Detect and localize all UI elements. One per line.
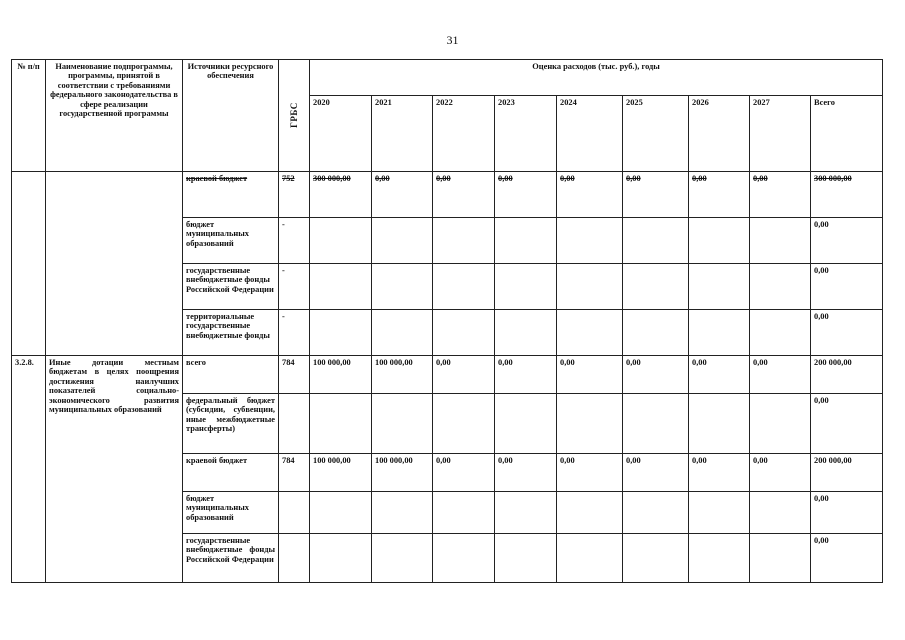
cell-grbs xyxy=(279,534,310,583)
cell-value xyxy=(433,394,495,454)
year-2022: 2022 xyxy=(433,96,495,172)
cell-value xyxy=(557,394,623,454)
cell-value xyxy=(433,218,495,264)
cell-source: бюджет муниципальных образований xyxy=(183,218,279,264)
cell-value: 100 000,00 xyxy=(372,356,433,394)
cell-value xyxy=(689,492,750,534)
cell-total: 300 000,00 xyxy=(811,172,883,218)
cell-value: 0,00 xyxy=(433,356,495,394)
header-row-top xyxy=(12,60,883,96)
cell-value xyxy=(495,310,557,356)
cell-value xyxy=(310,218,372,264)
year-2026: 2026 xyxy=(689,96,750,172)
cell-grbs: 784 xyxy=(279,454,310,492)
cell-value xyxy=(623,534,689,583)
cell-total: 0,00 xyxy=(811,394,883,454)
cell-value xyxy=(495,218,557,264)
cell-value xyxy=(372,534,433,583)
cell-value: 0,00 xyxy=(433,454,495,492)
cell-value xyxy=(689,310,750,356)
year-2021: 2021 xyxy=(372,96,433,172)
year-2023: 2023 xyxy=(495,96,557,172)
cell-value xyxy=(750,492,811,534)
cell-value xyxy=(623,492,689,534)
cell-value: 100 000,00 xyxy=(310,356,372,394)
cell-source: государственные внебюджетные фонды Российской Федерации xyxy=(183,534,279,583)
cell-value xyxy=(689,534,750,583)
item-name: Иные дотации местным бюджетам в целях поощрения достижения наилучших показателей социально-экономического развития муниципальных образований xyxy=(46,356,183,583)
cell-value: 0,00 xyxy=(750,356,811,394)
cell-value xyxy=(557,534,623,583)
cell-value xyxy=(433,264,495,310)
cell-value xyxy=(557,264,623,310)
cell-value: 0,00 xyxy=(689,356,750,394)
cell-value xyxy=(689,264,750,310)
cell-grbs: 784 xyxy=(279,356,310,394)
cell-value: 0,00 xyxy=(689,172,750,218)
cell-value xyxy=(623,218,689,264)
cell-value xyxy=(623,310,689,356)
cell-value: 300 000,00 xyxy=(310,172,372,218)
cell-value xyxy=(750,310,811,356)
cell-total: 0,00 xyxy=(811,534,883,583)
cell-grbs xyxy=(279,492,310,534)
cell-value xyxy=(433,310,495,356)
item-number: 3.2.8. xyxy=(12,356,46,583)
cell-total: 200 000,00 xyxy=(811,454,883,492)
cell-value: 0,00 xyxy=(557,172,623,218)
cell-value xyxy=(372,394,433,454)
page-number: 31 xyxy=(446,33,459,47)
year-2027: 2027 xyxy=(750,96,811,172)
cell-value: 0,00 xyxy=(372,172,433,218)
cell-number-empty xyxy=(12,172,46,356)
cell-value xyxy=(623,394,689,454)
cell-value xyxy=(310,534,372,583)
cell-value xyxy=(557,492,623,534)
cell-value xyxy=(310,310,372,356)
cell-value: 0,00 xyxy=(623,356,689,394)
header-grbs-label: ГРБС xyxy=(288,102,299,129)
cell-grbs: 752 xyxy=(279,172,310,218)
cell-source: краевой бюджет xyxy=(183,454,279,492)
table-row xyxy=(12,172,883,218)
header-estimate: Оценка расходов (тыс. руб.), годы xyxy=(310,60,883,96)
year-2020: 2020 xyxy=(310,96,372,172)
cell-value xyxy=(372,310,433,356)
cell-value: 0,00 xyxy=(495,356,557,394)
budget-table xyxy=(11,59,883,583)
cell-value: 100 000,00 xyxy=(310,454,372,492)
cell-value: 0,00 xyxy=(557,356,623,394)
header-source: Источники ресурсного обеспечения xyxy=(183,60,279,172)
cell-source: бюджет муниципальных образований xyxy=(183,492,279,534)
cell-value xyxy=(750,394,811,454)
cell-value xyxy=(623,264,689,310)
cell-value xyxy=(689,394,750,454)
cell-value xyxy=(557,218,623,264)
cell-value xyxy=(495,534,557,583)
cell-value xyxy=(310,492,372,534)
cell-value: 0,00 xyxy=(750,454,811,492)
cell-value xyxy=(750,264,811,310)
cell-value xyxy=(310,394,372,454)
cell-value: 0,00 xyxy=(623,454,689,492)
cell-name-empty xyxy=(46,172,183,356)
cell-source: всего xyxy=(183,356,279,394)
cell-source: федеральный бюджет (субсидии, субвенции, иные межбюджетные трансферты) xyxy=(183,394,279,454)
cell-total: 0,00 xyxy=(811,492,883,534)
cell-value: 0,00 xyxy=(495,454,557,492)
cell-value xyxy=(495,264,557,310)
cell-value xyxy=(750,218,811,264)
table-row xyxy=(12,356,883,394)
cell-value xyxy=(433,534,495,583)
year-2025: 2025 xyxy=(623,96,689,172)
cell-value xyxy=(557,310,623,356)
cell-value xyxy=(433,492,495,534)
year-total: Всего xyxy=(811,96,883,172)
cell-value xyxy=(689,218,750,264)
cell-source: территориальные государственные внебюджетные фонды xyxy=(183,310,279,356)
cell-value: 100 000,00 xyxy=(372,454,433,492)
cell-source: краевой бюджет xyxy=(183,172,279,218)
cell-grbs: - xyxy=(279,218,310,264)
cell-total: 0,00 xyxy=(811,264,883,310)
cell-value: 0,00 xyxy=(557,454,623,492)
cell-grbs: - xyxy=(279,264,310,310)
cell-grbs: - xyxy=(279,310,310,356)
cell-total: 0,00 xyxy=(811,218,883,264)
cell-value: 0,00 xyxy=(750,172,811,218)
cell-value xyxy=(750,534,811,583)
cell-source: государственные внебюджетные фонды Российской Федерации xyxy=(183,264,279,310)
cell-value xyxy=(495,492,557,534)
header-name: Наименование подпрограммы, программы, принятой в соответствии с требованиями федерального законодательства в сфере реализации государственной программы xyxy=(46,60,183,172)
year-2024: 2024 xyxy=(557,96,623,172)
cell-total: 200 000,00 xyxy=(811,356,883,394)
header-number: № п/п xyxy=(12,60,46,172)
cell-value: 0,00 xyxy=(623,172,689,218)
cell-value: 0,00 xyxy=(689,454,750,492)
cell-value xyxy=(495,394,557,454)
cell-value xyxy=(372,218,433,264)
cell-value xyxy=(372,492,433,534)
header-grbs xyxy=(279,60,310,172)
cell-total: 0,00 xyxy=(811,310,883,356)
cell-value: 0,00 xyxy=(495,172,557,218)
cell-grbs xyxy=(279,394,310,454)
cell-value xyxy=(372,264,433,310)
cell-value: 0,00 xyxy=(433,172,495,218)
cell-value xyxy=(310,264,372,310)
